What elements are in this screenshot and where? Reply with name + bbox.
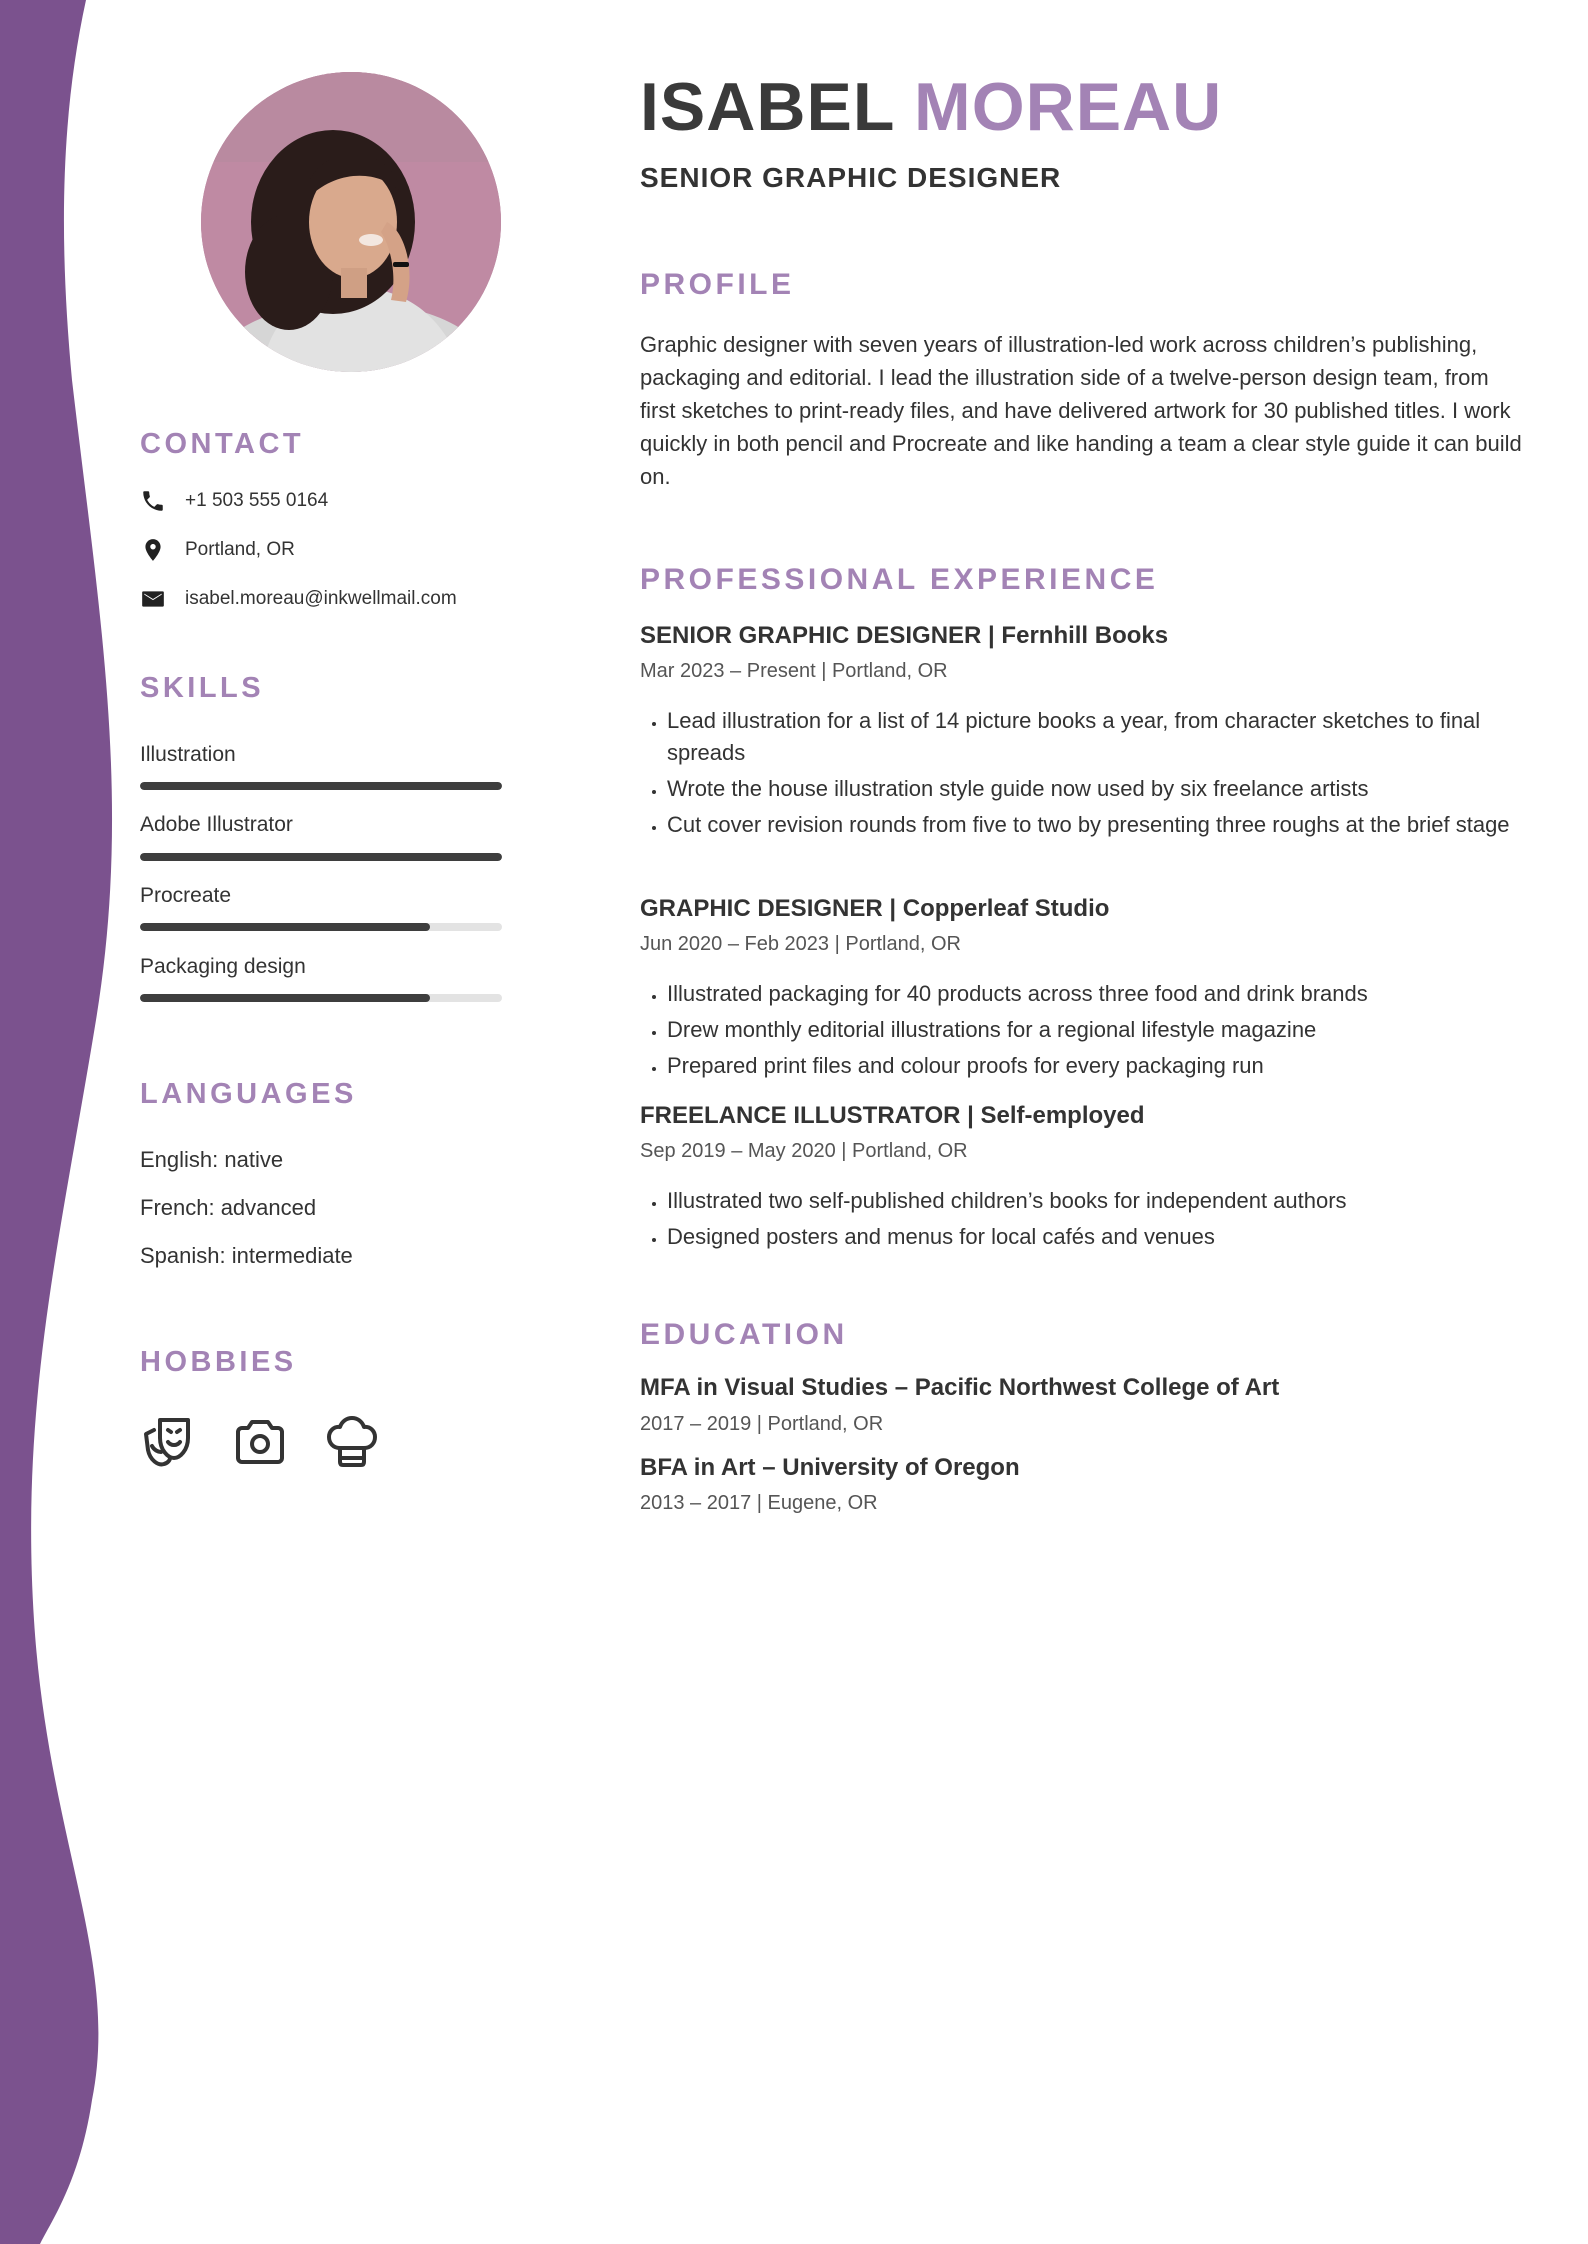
hobbies-heading: HOBBIES bbox=[140, 1346, 297, 1378]
skill-bar-fill bbox=[140, 994, 430, 1002]
list-item: • Drew monthly editorial illustrations for a regional lifestyle magazine bbox=[667, 1014, 1530, 1046]
list-item: • Cut cover revision rounds from five to two by presenting three roughs at the brief stage bbox=[667, 809, 1530, 841]
skill-bar-fill bbox=[140, 782, 502, 790]
list-item: • Illustrated two self-published children’s books for independent authors bbox=[667, 1185, 1530, 1217]
job-bullets bbox=[640, 1185, 1530, 1253]
list-item: • Designed posters and menus for local cafés and venues bbox=[667, 1221, 1530, 1253]
job-bullets bbox=[640, 705, 1530, 841]
skill-name: Packaging design bbox=[140, 955, 306, 978]
skill-name: Adobe Illustrator bbox=[140, 813, 293, 836]
contact-heading: CONTACT bbox=[140, 428, 305, 460]
job-title: SENIOR GRAPHIC DESIGNER bbox=[640, 162, 1062, 193]
theater-masks-icon bbox=[140, 1414, 196, 1470]
skill-bar-fill bbox=[140, 923, 430, 931]
education-degree: MFA in Visual Studies – Pacific Northwest College of Art bbox=[640, 1374, 1280, 1401]
profile-heading: PROFILE bbox=[640, 268, 795, 301]
language-item: Spanish: intermediate bbox=[140, 1243, 353, 1268]
education-meta: 2013 – 2017 | Eugene, OR bbox=[640, 1492, 878, 1514]
skill-name: Procreate bbox=[140, 884, 232, 907]
skill-bar bbox=[140, 853, 502, 861]
skill-bar bbox=[140, 923, 502, 931]
contact-phone bbox=[140, 488, 328, 514]
list-item: • Illustrated packaging for 40 products across three food and drink brands bbox=[667, 978, 1530, 1010]
language-item: French: advanced bbox=[140, 1195, 317, 1220]
job-entry bbox=[640, 895, 1530, 1086]
contact-email bbox=[140, 586, 457, 612]
education-heading: EDUCATION bbox=[640, 1318, 848, 1351]
camera-icon bbox=[232, 1414, 288, 1470]
location-pin-icon bbox=[140, 537, 166, 563]
skill-name: Illustration bbox=[140, 743, 236, 766]
contact-location bbox=[140, 537, 295, 563]
contact-location-text: Portland, OR bbox=[185, 539, 295, 560]
contact-phone-text: +1 503 555 0164 bbox=[185, 490, 329, 511]
job-heading: FREELANCE ILLUSTRATOR | Self-employed bbox=[640, 1102, 1145, 1129]
experience-heading: PROFESSIONAL EXPERIENCE bbox=[640, 563, 1159, 596]
contact-email-text: isabel.moreau@inkwellmail.com bbox=[185, 588, 457, 609]
profile-text: Graphic designer with seven years of illustration-led work across children’s publishing, packaging and editorial. I lead the illustration side of a twelve-person design team, from first sketches to print-ready files, and have delivered artwork for 30 published titles. I work quickly in both pencil and Procreate and like handing a team a clear style guide it can build on. bbox=[640, 332, 1522, 489]
envelope-icon bbox=[140, 586, 166, 612]
job-meta: Mar 2023 – Present | Portland, OR bbox=[640, 660, 948, 682]
job-entry bbox=[640, 1102, 1530, 1257]
last-name: MOREAU bbox=[914, 69, 1223, 145]
chef-hat-icon bbox=[324, 1414, 380, 1470]
list-item: • Wrote the house illustration style guide now used by six freelance artists bbox=[667, 773, 1530, 805]
profile-photo bbox=[201, 72, 501, 372]
candidate-name bbox=[640, 68, 1222, 146]
sidebar-wave bbox=[0, 0, 130, 2244]
phone-icon bbox=[140, 488, 166, 514]
job-heading: SENIOR GRAPHIC DESIGNER | Fernhill Books bbox=[640, 622, 1169, 649]
skill-bar-fill bbox=[140, 853, 502, 861]
first-name: ISABEL bbox=[640, 69, 895, 145]
portrait-photo-icon bbox=[201, 72, 501, 372]
languages-heading: LANGUAGES bbox=[140, 1078, 357, 1110]
skill-bar bbox=[140, 994, 502, 1002]
list-item: • Lead illustration for a list of 14 picture books a year, from character sketches to final spreads bbox=[667, 705, 1530, 769]
skills-heading: SKILLS bbox=[140, 672, 265, 704]
language-item: English: native bbox=[140, 1147, 284, 1172]
skill-bar bbox=[140, 782, 502, 790]
list-item: • Prepared print files and colour proofs for every packaging run bbox=[667, 1050, 1530, 1082]
job-meta: Sep 2019 – May 2020 | Portland, OR bbox=[640, 1140, 968, 1162]
education-meta: 2017 – 2019 | Portland, OR bbox=[640, 1413, 884, 1435]
education-degree: BFA in Art – University of Oregon bbox=[640, 1454, 1020, 1481]
job-entry bbox=[640, 622, 1530, 845]
job-bullets bbox=[640, 978, 1530, 1082]
job-meta: Jun 2020 – Feb 2023 | Portland, OR bbox=[640, 933, 961, 955]
job-heading: GRAPHIC DESIGNER | Copperleaf Studio bbox=[640, 895, 1110, 922]
